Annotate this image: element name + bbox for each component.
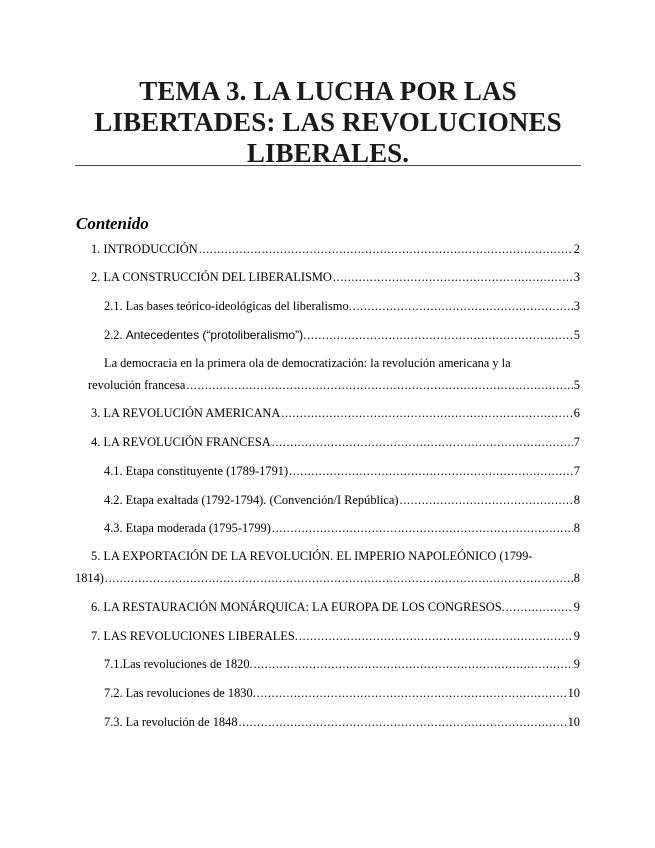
toc-entry-antecedentes[interactable] — [104, 328, 580, 344]
toc-entry-label: 3. LA REVOLUCIÓN AMERICANA — [91, 406, 281, 420]
toc-entry-revoluciones-1830[interactable] — [104, 686, 580, 702]
toc-entry-suffix: . — [303, 328, 307, 342]
toc-entry-exportacion-line1[interactable]: 5. LA EXPORTACIÓN DE LA REVOLUCIÓN. EL IMPERIO NAPOLEÓNICO (1799- — [91, 549, 533, 563]
toc-entry-page: 6 — [573, 406, 580, 420]
toc-entry-label: revolución francesa — [88, 378, 186, 392]
toc-leader-dots — [186, 378, 572, 393]
toc-entry-label: 4.2. Etapa exaltada (1792-1794). (Convención/I República) — [104, 493, 399, 507]
toc-entry-label: 1814) — [75, 571, 104, 585]
document-title: TEMA 3. LA LUCHA POR LAS LIBERTADES: LAS REVOLUCIONES LIBERALES. — [94, 76, 562, 168]
toc-leader-dots — [272, 521, 573, 536]
toc-entry-etapa-exaltada[interactable] — [104, 493, 580, 509]
toc-leader-dots — [353, 299, 573, 314]
toc-leader-dots — [289, 464, 573, 479]
toc-entry-page: 7 — [573, 464, 580, 478]
toc-entry-page: 3 — [573, 270, 580, 284]
toc-entry-page: 8 — [573, 493, 580, 507]
toc-entry-label: 4.1. Etapa constituyente (1789-1791) — [104, 464, 289, 478]
toc-entry-page: 10 — [567, 715, 580, 729]
toc-entry-page: 9 — [573, 629, 580, 643]
toc-leader-dots — [299, 629, 573, 644]
toc-entry-label: 7.1.Las revoluciones de 1820. — [104, 657, 253, 671]
toc-leader-dots — [281, 406, 572, 421]
toc-entry-label: 1. INTRODUCCIÓN — [91, 242, 198, 256]
toc-entry-democracia-line1[interactable]: La democracia en la primera ola de democratización: la revolución americana y la — [104, 356, 511, 370]
toc-entry-revolucion-francesa[interactable] — [91, 435, 580, 451]
toc-entry-revolucion-americana[interactable] — [91, 406, 580, 422]
toc-entry-etapa-moderada[interactable] — [104, 521, 580, 537]
toc-entry-label: 7.2. Las revoluciones de 1830. — [104, 686, 256, 700]
toc-entry-title: Antecedentes (“protoliberalismo”) — [125, 328, 304, 342]
toc-leader-dots — [254, 657, 573, 672]
toc-leader-dots — [239, 715, 567, 730]
toc-leader-dots — [272, 435, 573, 450]
toc-entry-label: 4. LA REVOLUCIÓN FRANCESA — [91, 435, 271, 449]
toc-leader-dots — [506, 600, 573, 615]
toc-entry-etapa-constituyente[interactable] — [104, 464, 580, 480]
toc-entry-page: 10 — [567, 686, 580, 700]
toc-entry-bases-teorico-ideologicas[interactable] — [104, 299, 580, 315]
toc-entry-restauracion-monarquica[interactable] — [91, 600, 580, 616]
toc-entry-page: 8 — [573, 521, 580, 535]
toc-entry-page: 9 — [573, 600, 580, 614]
toc-entry-label: 7. LAS REVOLUCIONES LIBERALES. — [91, 629, 298, 643]
toc-entry-revoluciones-liberales[interactable] — [91, 629, 580, 645]
toc-leader-dots — [199, 242, 573, 257]
toc-entry-democracia[interactable] — [88, 378, 580, 394]
toc-leader-dots — [257, 686, 567, 701]
toc-entry-revolucion-1848[interactable] — [104, 715, 580, 731]
toc-leader-dots — [307, 328, 573, 343]
toc-leader-dots — [400, 493, 573, 508]
title-underline — [75, 165, 581, 166]
toc-entry-number: 2.2. — [104, 328, 126, 342]
toc-entry-construccion-liberalismo[interactable] — [91, 270, 580, 286]
toc-entry-label: 6. LA RESTAURACIÓN MONÁRQUICA: LA EUROPA DE LOS CONGRESOS. — [91, 600, 505, 614]
toc-entry-exportacion-revolucion[interactable] — [75, 571, 580, 587]
toc-entry-page: 3 — [573, 299, 580, 313]
toc-entry-page: 2 — [573, 242, 580, 256]
toc-entry-page: 5 — [573, 328, 580, 342]
toc-entry-label: 2. LA CONSTRUCCIÓN DEL LIBERALISMO — [91, 270, 332, 284]
toc-entry-page: 7 — [573, 435, 580, 449]
toc-entry-label — [104, 328, 306, 343]
toc-entry-label: 2.1. Las bases teórico-ideológicas del liberalismo. — [104, 299, 352, 313]
toc-entry-label: 4.3. Etapa moderada (1795-1799) — [104, 521, 271, 535]
toc-entry-page: 8 — [573, 571, 580, 585]
toc-entry-introduccion[interactable] — [91, 242, 580, 258]
toc-entry-label: 7.3. La revolución de 1848 — [104, 715, 238, 729]
toc-leader-dots — [105, 571, 573, 586]
toc-heading: Contenido — [76, 214, 149, 233]
toc-entry-page: 9 — [573, 657, 580, 671]
toc-leader-dots — [333, 270, 573, 285]
toc-entry-revoluciones-1820[interactable] — [104, 657, 580, 673]
toc-entry-page: 5 — [573, 378, 580, 392]
